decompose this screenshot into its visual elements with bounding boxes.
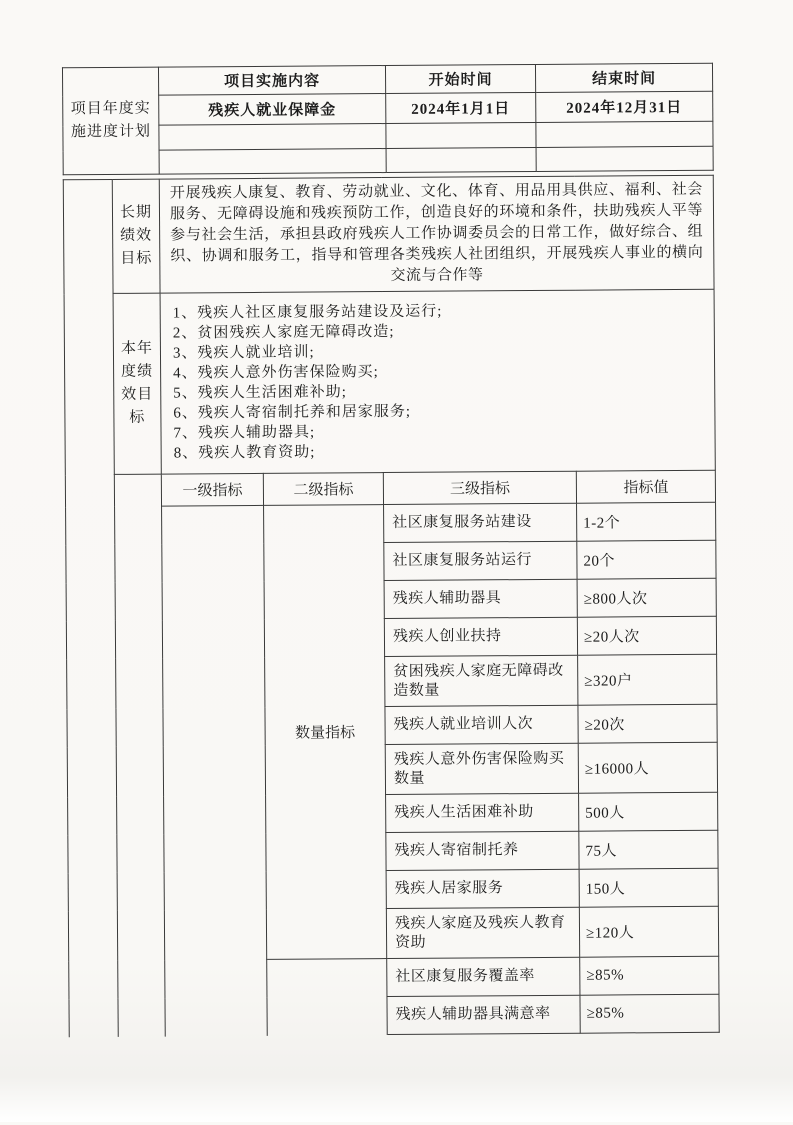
indicator-header-value: 指标值: [576, 470, 715, 503]
indicator-value: 1-2个: [577, 502, 716, 541]
annual-goal-item: 2、贫困残疾人家庭无障碍改造;: [172, 323, 395, 342]
schedule-row-label: 项目年度实施进度计划: [62, 67, 159, 175]
annual-goal-label: 本年度绩效目标: [113, 293, 161, 474]
schedule-data-row: [63, 91, 713, 126]
level2-quantity-label: 数量指标: [264, 505, 387, 960]
indicator-value: ≥20人次: [577, 616, 716, 655]
performance-table: [63, 175, 720, 1038]
indicator-header-level2: 二级指标: [263, 473, 383, 506]
indicator-value: 150人: [579, 868, 718, 907]
indicator-row: [66, 502, 716, 545]
annual-goal-list: [160, 289, 715, 474]
schedule-content-cell: 残疾人就业保障金: [159, 94, 386, 126]
schedule-table: [62, 63, 714, 176]
indicator-value: ≥20次: [578, 704, 717, 743]
annual-goal-item: 5、残疾人生活困难补助;: [173, 384, 347, 402]
indicator-name: 残疾人家庭及残疾人教育资助: [386, 907, 579, 958]
schedule-header-start: 开始时间: [385, 64, 535, 93]
indicator-header-level1: 一级指标: [161, 473, 263, 506]
schedule-start-cell: [386, 147, 536, 172]
schedule-empty-row: [63, 146, 713, 175]
goal-label-spacer-cell: [114, 474, 165, 1036]
indicator-value: ≥85%: [580, 956, 719, 995]
level1-empty-cell: [162, 505, 268, 1036]
indicator-header-level3: 三级指标: [383, 471, 576, 504]
level2-empty-cell: [267, 959, 388, 1036]
indicator-value: ≥16000人: [578, 742, 717, 793]
annual-goal-item: 6、残疾人寄宿制托养和居家服务;: [173, 403, 412, 422]
schedule-start-cell: [386, 122, 536, 148]
schedule-end-cell: 2024年12月31日: [536, 91, 713, 122]
indicator-name: 残疾人意外伤害保险购买数量: [385, 743, 578, 794]
indicator-header-row: [65, 470, 715, 507]
indicator-name: 残疾人创业扶持: [384, 617, 577, 656]
indicator-name: 残疾人辅助器具: [384, 579, 577, 618]
indicator-value: ≥800人次: [577, 578, 716, 617]
schedule-end-cell: [536, 121, 713, 147]
indicator-name: 社区康复服务站建设: [384, 503, 577, 542]
schedule-header-content: 项目实施内容: [158, 66, 385, 96]
indicator-name: 社区康复服务站运行: [384, 541, 577, 580]
annual-goal-item: 1、残疾人社区康复服务站建设及运行;: [172, 303, 443, 322]
annual-goal-row: [64, 289, 715, 475]
indicator-name: 残疾人就业培训人次: [385, 705, 578, 744]
indicator-value: ≥120人: [579, 906, 718, 957]
schedule-content-cell: [159, 149, 386, 175]
annual-goal-item: 3、残疾人就业培训;: [172, 344, 315, 362]
annual-goal-item: 7、残疾人辅助器具;: [173, 424, 316, 442]
indicator-value: ≥320户: [578, 654, 717, 705]
indicator-name: 社区康复服务覆盖率: [387, 957, 580, 996]
indicator-value: 20个: [577, 540, 716, 579]
outer-spacer-cell: [63, 179, 118, 1036]
indicator-name: 残疾人居家服务: [386, 869, 579, 908]
indicator-name: 残疾人辅助器具满意率: [387, 995, 580, 1034]
indicator-value: 75人: [579, 830, 718, 869]
annual-goal-item: 4、残疾人意外伤害保险购买;: [173, 364, 379, 382]
long-term-goal-label: 长期绩效目标: [112, 179, 160, 293]
schedule-start-cell: 2024年1月1日: [386, 92, 536, 123]
schedule-content-cell: [159, 124, 386, 151]
long-term-goal-text: 开展残疾人康复、教育、劳动就业、文化、体育、用品用具供应、福利、社会服务、无障碍设施和残疾预防工作，创造良好的环境和条件，扶助残疾人平等参与社会生活，承担县政府残疾人工作协调委员会的日常工作，做好综合、组织、协调和服务工，指导和管理各类残疾人社团组织，开展残疾人事业的横向交流与合作等: [159, 175, 714, 293]
indicator-name: 残疾人寄宿制托养: [386, 831, 579, 870]
indicator-value: ≥85%: [580, 994, 719, 1033]
long-term-goal-row: [63, 175, 714, 294]
indicator-name: 残疾人生活困难补助: [386, 793, 579, 832]
indicator-value: 500人: [579, 792, 718, 831]
schedule-header-end: 结束时间: [535, 63, 712, 92]
indicator-name: 贫困残疾人家庭无障碍改造数量: [385, 655, 578, 706]
annual-goal-item: 8、残疾人教育资助;: [173, 444, 316, 462]
schedule-end-cell: [536, 146, 713, 171]
